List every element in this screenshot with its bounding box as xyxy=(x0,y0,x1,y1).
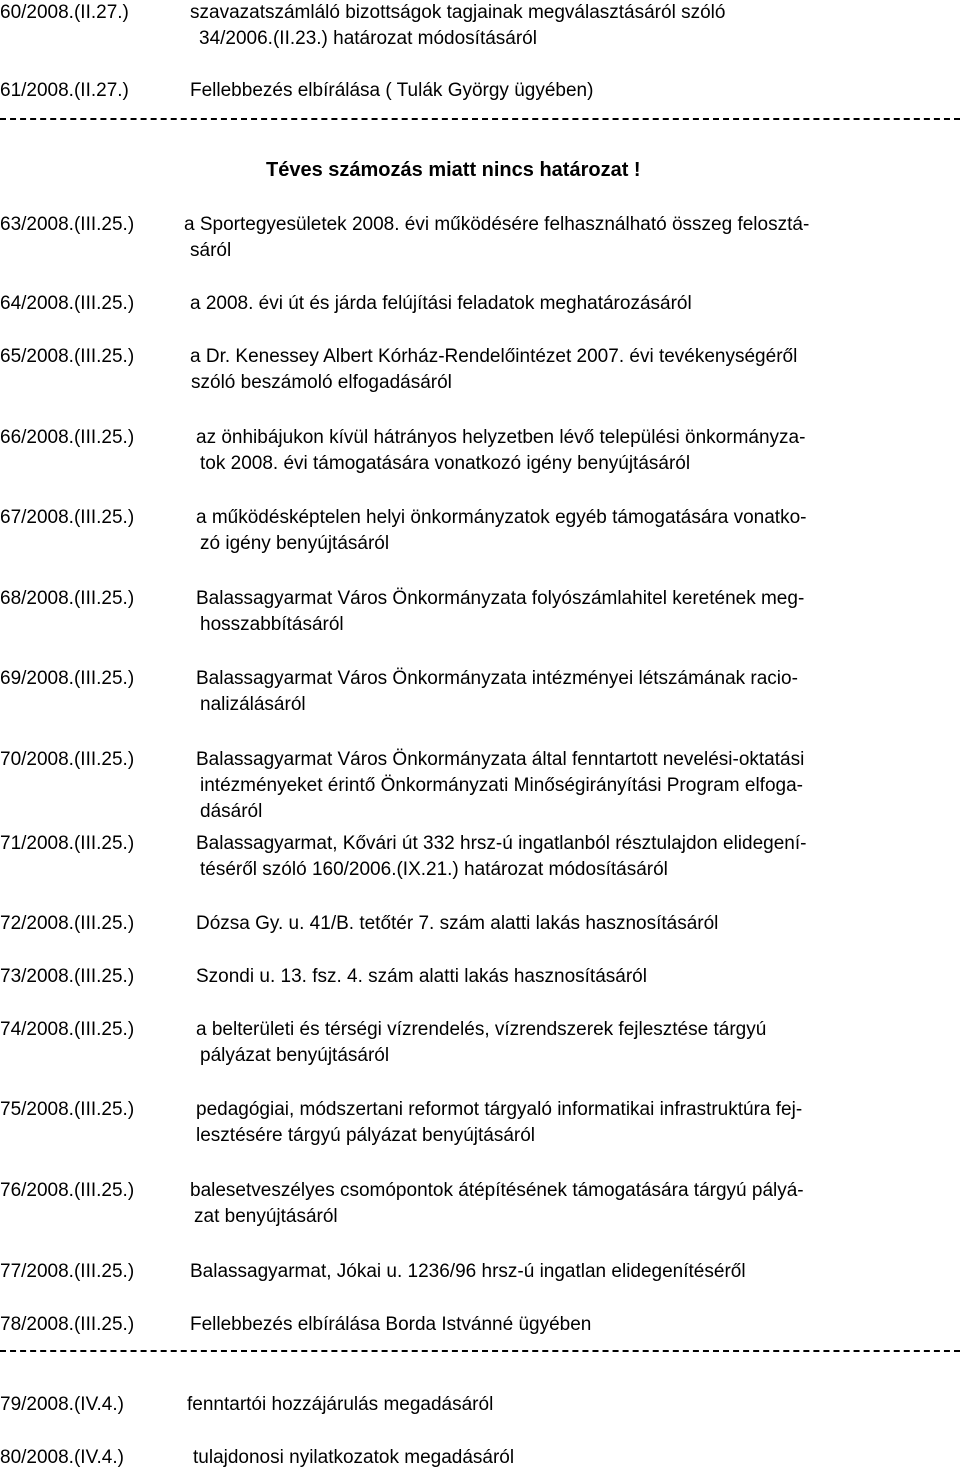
resolution-title xyxy=(184,212,809,264)
title-line: a belterületi és térségi vízrendelés, vízrendszerek fejlesztése tárgyú xyxy=(196,1019,767,1040)
resolution-number: 63/2008.(III.25.) xyxy=(0,214,135,235)
title-line: Fellebbezés elbírálása ( Tulák György ügyében) xyxy=(190,80,594,101)
resolution-title xyxy=(190,1312,591,1338)
resolution-entry xyxy=(0,831,960,891)
title-line: a 2008. évi út és járda felújítási feladatok meghatározásáról xyxy=(190,293,692,314)
title-line: Balassagyarmat, Jókai u. 1236/96 hrsz-ú ingatlan elidegenítéséről xyxy=(190,1261,746,1282)
resolution-title xyxy=(196,505,806,557)
resolution-title xyxy=(190,0,725,52)
resolution-title xyxy=(196,425,805,477)
title-line: nalizálásáról xyxy=(200,694,306,715)
resolution-number: 78/2008.(III.25.) xyxy=(0,1314,135,1335)
resolution-title xyxy=(196,586,804,638)
title-line: Szondi u. 13. fsz. 4. szám alatti lakás hasznosításáról xyxy=(196,966,647,987)
resolution-title xyxy=(196,1097,802,1149)
resolution-number: 68/2008.(III.25.) xyxy=(0,588,135,609)
resolution-entry xyxy=(0,1445,960,1473)
resolution-title xyxy=(196,831,806,883)
dashed-separator xyxy=(0,118,960,122)
resolution-entry xyxy=(0,1097,960,1157)
resolution-entry xyxy=(0,666,960,726)
resolution-number: 72/2008.(III.25.) xyxy=(0,913,135,934)
resolution-number: 60/2008.(II.27.) xyxy=(0,2,129,23)
resolution-title xyxy=(187,1392,493,1418)
resolution-entry xyxy=(0,1178,960,1238)
resolution-title xyxy=(196,1017,766,1069)
resolution-entry xyxy=(0,344,960,404)
resolution-entry xyxy=(0,291,960,351)
resolution-entry xyxy=(0,747,960,837)
resolution-number: 69/2008.(III.25.) xyxy=(0,668,135,689)
title-line: tok 2008. évi támogatására vonatkozó igény benyújtásáról xyxy=(200,453,691,474)
resolution-number: 73/2008.(III.25.) xyxy=(0,966,135,987)
title-line: sáról xyxy=(190,240,232,261)
resolution-title xyxy=(190,1259,746,1285)
resolution-title xyxy=(196,747,804,825)
resolution-title xyxy=(190,78,593,104)
title-line: dásáról xyxy=(200,801,263,822)
resolution-number: 77/2008.(III.25.) xyxy=(0,1261,135,1282)
resolution-number: 79/2008.(IV.4.) xyxy=(0,1394,124,1415)
resolution-entry xyxy=(0,1392,960,1452)
resolution-title xyxy=(196,666,798,718)
title-line: pályázat benyújtásáról xyxy=(200,1045,390,1066)
title-line: balesetveszélyes csomópontok átépítésének támogatására tárgyú pályá- xyxy=(190,1180,804,1201)
title-line: 34/2006.(II.23.) határozat módosításáról xyxy=(199,28,537,49)
title-line: Balassagyarmat Város Önkormányzata folyószámlahitel keretének meg- xyxy=(196,588,805,609)
resolution-title xyxy=(190,291,692,317)
resolution-entry xyxy=(0,911,960,971)
resolution-number: 76/2008.(III.25.) xyxy=(0,1180,135,1201)
resolution-number: 70/2008.(III.25.) xyxy=(0,749,135,770)
resolution-entry xyxy=(0,78,960,138)
resolution-title xyxy=(196,964,647,990)
title-line: lesztésére tárgyú pályázat benyújtásáról xyxy=(196,1125,536,1146)
resolution-entry xyxy=(0,586,960,646)
resolution-number: 71/2008.(III.25.) xyxy=(0,833,135,854)
resolution-title xyxy=(196,911,718,937)
resolution-number: 74/2008.(III.25.) xyxy=(0,1019,135,1040)
title-line: Balassagyarmat Város Önkormányzata intézményei létszámának racio- xyxy=(196,668,798,689)
title-line: téséről szóló 160/2006.(IX.21.) határozat módosításáról xyxy=(200,859,668,880)
resolution-title xyxy=(190,1178,804,1230)
title-line: Fellebbezés elbírálása Borda Istvánné ügyében xyxy=(190,1314,592,1335)
resolution-entry xyxy=(0,1017,960,1077)
resolution-title xyxy=(193,1445,514,1471)
title-line: szóló beszámoló elfogadásáról xyxy=(191,372,452,393)
resolution-number: 66/2008.(III.25.) xyxy=(0,427,135,448)
resolution-entry xyxy=(0,212,960,272)
numbering-error-notice: Téves számozás miatt nincs határozat ! xyxy=(266,159,641,181)
resolution-title xyxy=(190,344,797,396)
title-line: tulajdonosi nyilatkozatok megadásáról xyxy=(193,1447,515,1468)
title-line: Balassagyarmat Város Önkormányzata által fenntartott nevelési-oktatási xyxy=(196,749,805,770)
resolution-number: 61/2008.(II.27.) xyxy=(0,80,129,101)
title-line: intézményeket érintő Önkormányzati Minőségirányítási Program elfoga- xyxy=(200,775,803,796)
title-line: a működésképtelen helyi önkormányzatok egyéb támogatására vonatko- xyxy=(196,507,807,528)
dashed-separator xyxy=(0,1350,960,1354)
title-line: hosszabbításáról xyxy=(200,614,344,635)
resolution-entry xyxy=(0,964,960,1024)
title-line: pedagógiai, módszertani reformot tárgyaló informatikai infrastruktúra fej- xyxy=(196,1099,803,1120)
title-line: zat benyújtásáról xyxy=(194,1206,338,1227)
resolution-entry xyxy=(0,505,960,565)
title-line: szavazatszámláló bizottságok tagjainak megválasztásáról szóló xyxy=(190,2,726,23)
resolution-entry xyxy=(0,1259,960,1319)
resolution-number: 80/2008.(IV.4.) xyxy=(0,1447,124,1468)
title-line: az önhibájukon kívül hátrányos helyzetben lévő települési önkormányza- xyxy=(196,427,806,448)
resolution-entry xyxy=(0,0,960,60)
resolution-number: 65/2008.(III.25.) xyxy=(0,346,135,367)
title-line: fenntartói hozzájárulás megadásáról xyxy=(187,1394,494,1415)
title-line: Balassagyarmat, Kővári út 332 hrsz-ú ingatlanból résztulajdon elidegení- xyxy=(196,833,807,854)
resolution-number: 75/2008.(III.25.) xyxy=(0,1099,135,1120)
resolution-entry xyxy=(0,1312,960,1372)
title-line: zó igény benyújtásáról xyxy=(200,533,390,554)
resolution-entry xyxy=(0,425,960,485)
title-line: Dózsa Gy. u. 41/B. tetőtér 7. szám alatti lakás hasznosításáról xyxy=(196,913,719,934)
title-line: a Dr. Kenessey Albert Kórház-Rendelőintézet 2007. évi tevékenységéről xyxy=(190,346,798,367)
resolution-number: 67/2008.(III.25.) xyxy=(0,507,135,528)
resolution-number: 64/2008.(III.25.) xyxy=(0,293,135,314)
title-line: a Sportegyesületek 2008. évi működésére felhasználható összeg felosztá- xyxy=(184,214,810,235)
